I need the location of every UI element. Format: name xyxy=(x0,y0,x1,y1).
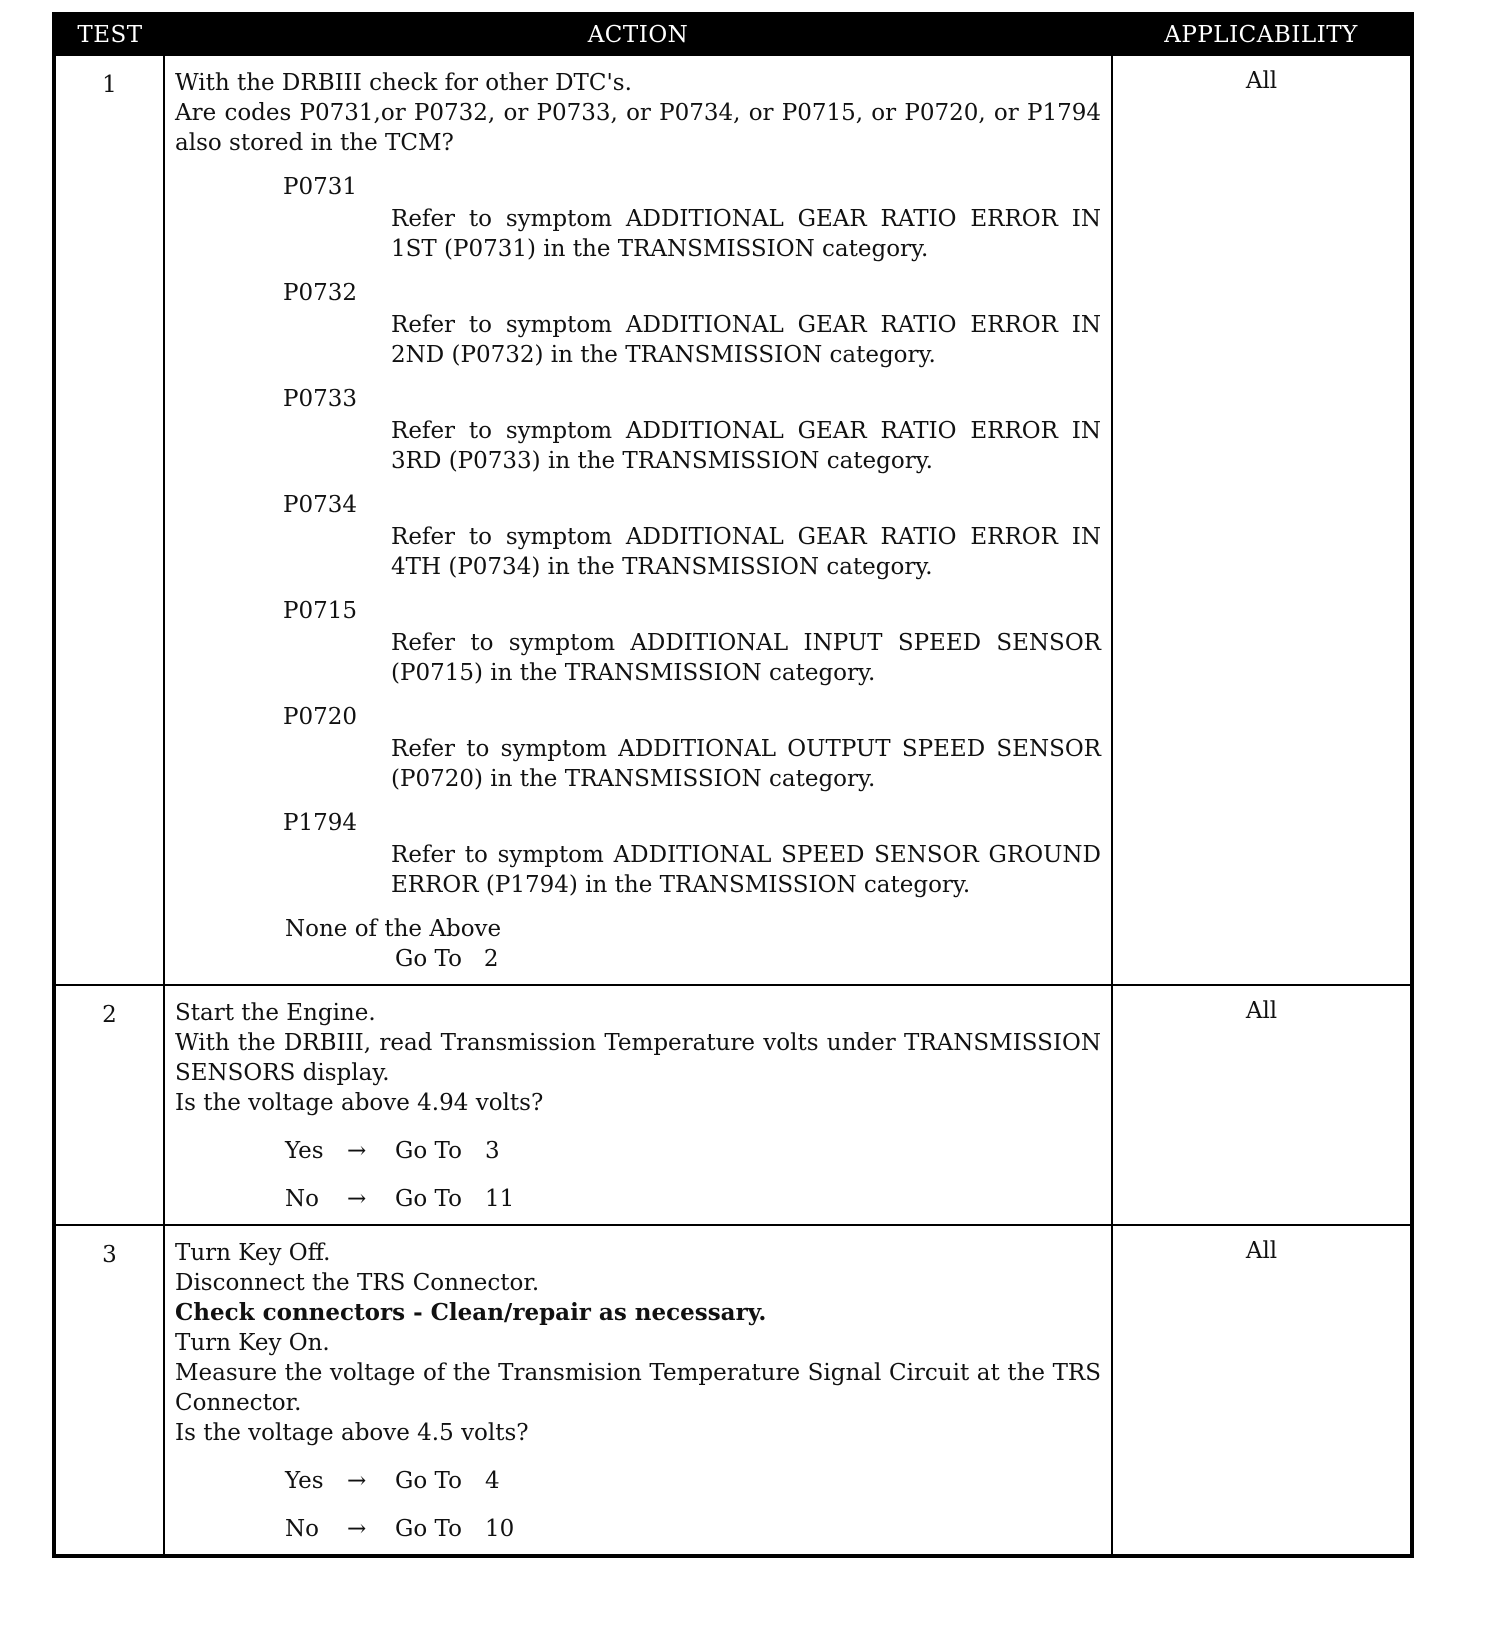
dtc-item-p0731 xyxy=(175,172,1101,264)
answer-choice-yes xyxy=(175,1466,1101,1496)
instruction-line: With the DRBIII check for other DTC's. xyxy=(175,70,632,96)
instruction-line: Start the Engine. xyxy=(175,1000,376,1026)
instruction-line: Turn Key On. xyxy=(175,1330,330,1356)
none-of-above-label: None of the Above xyxy=(285,916,502,942)
arrow-icon: → xyxy=(347,1138,367,1164)
answer-label: No xyxy=(285,1516,319,1542)
test-row-3 xyxy=(54,1225,1412,1556)
answer-choice-no xyxy=(175,1514,1101,1544)
dtc-code: P0715 xyxy=(283,598,358,624)
dtc-item-p0734 xyxy=(175,490,1101,582)
goto-target: 3 xyxy=(485,1138,500,1164)
test-number: 2 xyxy=(54,985,164,1225)
dtc-item-p0720 xyxy=(175,702,1101,794)
goto-label: Go To xyxy=(395,1186,462,1212)
answer-label: Yes xyxy=(285,1468,324,1494)
diagnostic-document xyxy=(52,12,1410,1558)
goto-target: 11 xyxy=(485,1186,515,1212)
test-row-1 xyxy=(54,55,1412,985)
bold-instruction-line: Check connectors - Clean/repair as necessary. xyxy=(175,1299,767,1326)
question-line: Are codes P0731,or P0732, or P0733, or P0734, or P0715, or P0720, or P1794 also stored in the TCM? xyxy=(175,100,1101,156)
question-line: Is the voltage above 4.94 volts? xyxy=(175,1090,544,1116)
action-cell xyxy=(164,55,1112,985)
goto-label: Go To xyxy=(395,1516,462,1542)
applicability-value: All xyxy=(1112,985,1412,1225)
dtc-code: P0731 xyxy=(283,174,358,200)
table-header-row xyxy=(54,14,1412,55)
test-column-header: TEST xyxy=(54,14,164,55)
answer-choice-yes xyxy=(175,1136,1101,1166)
arrow-icon: → xyxy=(347,1186,367,1212)
dtc-item-p0715 xyxy=(175,596,1101,688)
instruction-line: With the DRBIII, read Transmission Temperature volts under TRANSMISSION SENSORS display. xyxy=(175,1030,1101,1086)
dtc-item-p0732 xyxy=(175,278,1101,370)
arrow-icon: → xyxy=(347,1516,367,1542)
test-row-2 xyxy=(54,985,1412,1225)
goto-target: 10 xyxy=(485,1516,515,1542)
instruction-line: Measure the voltage of the Transmision Temperature Signal Circuit at the TRS Connector. xyxy=(175,1360,1101,1416)
action-cell xyxy=(164,1225,1112,1556)
dtc-item-p0733 xyxy=(175,384,1101,476)
goto-label: Go To xyxy=(395,1138,462,1164)
instruction-line: Turn Key Off. xyxy=(175,1240,331,1266)
dtc-item-p1794 xyxy=(175,808,1101,900)
dtc-code: P1794 xyxy=(283,810,358,836)
dtc-reference: Refer to symptom ADDITIONAL GEAR RATIO ERROR IN 4TH (P0734) in the TRANSMISSION category. xyxy=(391,524,1101,580)
goto-instruction: Go To 2 xyxy=(395,946,499,972)
test-number: 3 xyxy=(54,1225,164,1556)
goto-label: Go To xyxy=(395,1468,462,1494)
dtc-reference: Refer to symptom ADDITIONAL SPEED SENSOR GROUND ERROR (P1794) in the TRANSMISSION category. xyxy=(391,842,1101,898)
question-line: Is the voltage above 4.5 volts? xyxy=(175,1420,529,1446)
dtc-reference: Refer to symptom ADDITIONAL OUTPUT SPEED SENSOR (P0720) in the TRANSMISSION category. xyxy=(391,736,1101,792)
dtc-reference: Refer to symptom ADDITIONAL GEAR RATIO ERROR IN 3RD (P0733) in the TRANSMISSION category. xyxy=(391,418,1101,474)
diagnostic-table xyxy=(52,12,1414,1558)
instruction-line: Disconnect the TRS Connector. xyxy=(175,1270,540,1296)
answer-label: No xyxy=(285,1186,319,1212)
dtc-reference: Refer to symptom ADDITIONAL GEAR RATIO ERROR IN 1ST (P0731) in the TRANSMISSION category. xyxy=(391,206,1101,262)
action-column-header: ACTION xyxy=(164,14,1112,55)
applicability-value: All xyxy=(1112,1225,1412,1556)
answer-label: Yes xyxy=(285,1138,324,1164)
arrow-icon: → xyxy=(347,1468,367,1494)
dtc-code: P0720 xyxy=(283,704,358,730)
goto-target: 4 xyxy=(485,1468,500,1494)
dtc-code: P0733 xyxy=(283,386,358,412)
applicability-value: All xyxy=(1112,55,1412,985)
dtc-code: P0734 xyxy=(283,492,358,518)
action-cell xyxy=(164,985,1112,1225)
answer-choice-no xyxy=(175,1184,1101,1214)
dtc-reference: Refer to symptom ADDITIONAL GEAR RATIO ERROR IN 2ND (P0732) in the TRANSMISSION category. xyxy=(391,312,1101,368)
dtc-reference: Refer to symptom ADDITIONAL INPUT SPEED SENSOR (P0715) in the TRANSMISSION category. xyxy=(391,630,1101,686)
test-number: 1 xyxy=(54,55,164,985)
dtc-code: P0732 xyxy=(283,280,358,306)
applicability-column-header: APPLICABILITY xyxy=(1112,14,1412,55)
